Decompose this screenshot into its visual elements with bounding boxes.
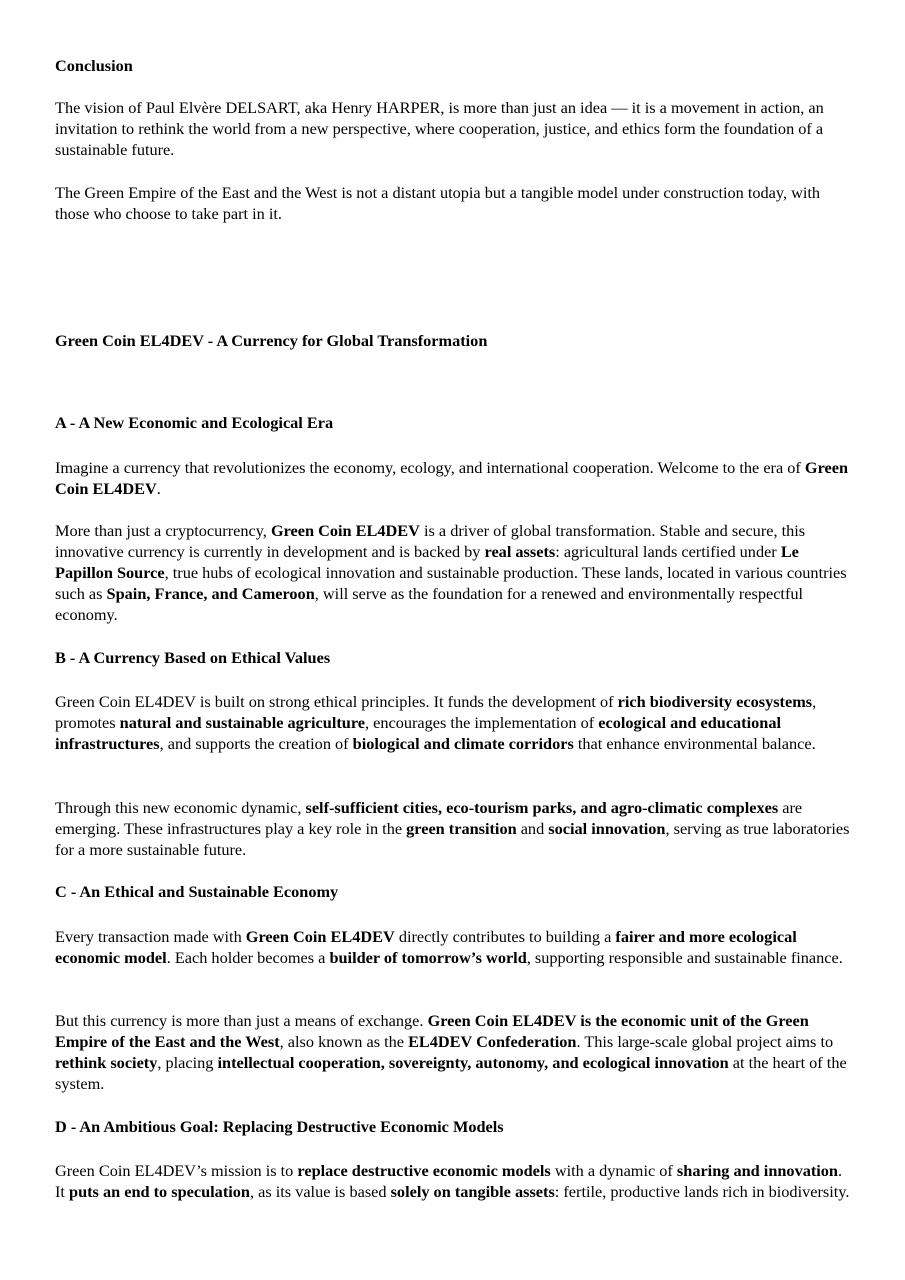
section-c-heading: C - An Ethical and Sustainable Economy	[55, 882, 339, 901]
bold-run: replace destructive economic models	[297, 1161, 551, 1180]
bold-run: Green Coin EL4DEV	[245, 927, 395, 946]
text-run: , true hubs of ecological innovation and sustainable production. These lands, located in various countries such as	[55, 563, 847, 603]
bold-run: natural and sustainable agriculture	[119, 713, 365, 732]
text-run: , promotes	[55, 692, 817, 732]
text-run: is a driver of global transformation. Stable and secure, this innovative currency is currently in development and is backed by	[55, 521, 806, 561]
text-run: , as its value is based	[249, 1182, 391, 1201]
section-b-paragraph-2	[55, 797, 855, 860]
text-run: are emerging. These infrastructures play a key role in the	[55, 798, 803, 838]
bold-run: real assets	[484, 542, 556, 561]
text-run: directly contributes to building a	[394, 927, 616, 946]
bold-run: social innovation	[548, 819, 666, 838]
text-run: More than just a cryptocurrency,	[55, 521, 271, 540]
section-d-paragraph-1	[55, 1160, 855, 1202]
text-run: , and supports the creation of	[159, 734, 353, 753]
bold-run: intellectual cooperation, sovereignty, autonomy, and ecological innovation	[217, 1053, 729, 1072]
text-run: Imagine a currency that revolutionizes the economy, ecology, and international cooperation. Welcome to the era of	[55, 458, 805, 477]
text-run: : fertile, productive lands rich in biodiversity.	[554, 1182, 850, 1201]
text-run: with a dynamic of	[550, 1161, 677, 1180]
bold-run: solely on tangible assets	[390, 1182, 555, 1201]
text-run: at the heart of the system.	[55, 1053, 847, 1093]
text-run: . It	[55, 1161, 843, 1201]
bold-run: green transition	[406, 819, 517, 838]
text-run: : agricultural lands certified under	[555, 542, 781, 561]
text-run: , supporting responsible and sustainable finance.	[526, 948, 843, 967]
section-a-paragraph-1	[55, 457, 855, 499]
bold-run: puts an end to speculation	[69, 1182, 250, 1201]
document-title: Green Coin EL4DEV - A Currency for Global Transformation	[55, 331, 488, 350]
bold-run: rich biodiversity ecosystems	[617, 692, 813, 711]
conclusion-paragraph-2: The Green Empire of the East and the West is not a distant utopia but a tangible model under construction today, with those who choose to take part in it.	[55, 183, 821, 223]
text-run: Green Coin EL4DEV’s mission is to	[55, 1161, 298, 1180]
section-c-paragraph-2	[55, 1010, 855, 1094]
bold-run: ecological and educational infrastructures	[55, 713, 781, 753]
section-d-heading: D - An Ambitious Goal: Replacing Destructive Economic Models	[55, 1117, 504, 1136]
section-b-paragraph-1	[55, 691, 855, 754]
bold-run: biological and climate corridors	[352, 734, 574, 753]
text-run: that enhance environmental balance.	[573, 734, 816, 753]
section-c-paragraph-1	[55, 926, 855, 968]
text-run: , placing	[157, 1053, 218, 1072]
text-run: and	[516, 819, 549, 838]
bold-run: EL4DEV Confederation	[408, 1032, 577, 1051]
bold-run: fairer and more ecological economic model	[55, 927, 797, 967]
conclusion-heading: Conclusion	[55, 56, 133, 75]
text-run: , serving as true laboratories for a more sustainable future.	[55, 819, 850, 859]
text-run: , will serve as the foundation for a renewed and environmentally respectful economy.	[55, 584, 804, 624]
bold-run: sharing and innovation	[676, 1161, 838, 1180]
text-run: .	[156, 479, 161, 498]
text-run: Through this new economic dynamic,	[55, 798, 306, 817]
bold-run: Spain, France, and Cameroon	[106, 584, 315, 603]
conclusion-paragraph-1: The vision of Paul Elvère DELSART, aka Henry HARPER, is more than just an idea — it is a movement in action, an invitation to rethink the world from a new perspective, where cooperation, justice, and ethics form the foundation of a sustainable future.	[55, 98, 824, 159]
bold-run: Green Coin EL4DEV is the economic unit of the Green Empire of the East and the West	[55, 1011, 809, 1051]
text-run: Green Coin EL4DEV is built on strong ethical principles. It funds the development of	[55, 692, 618, 711]
bold-run: Green Coin EL4DEV	[55, 458, 849, 498]
section-b-heading: B - A Currency Based on Ethical Values	[55, 648, 331, 667]
bold-run: self-sufficient cities, eco-tourism parks, and agro-climatic complexes	[305, 798, 779, 817]
section-a-paragraph-2	[55, 520, 855, 625]
bold-run: builder of tomorrow’s world	[329, 948, 527, 967]
text-run: But this currency is more than just a means of exchange.	[55, 1011, 428, 1030]
bold-run: Green Coin EL4DEV	[270, 521, 420, 540]
text-run: Every transaction made with	[55, 927, 246, 946]
bold-run: Le Papillon Source	[55, 542, 799, 582]
text-run: . Each holder becomes a	[166, 948, 330, 967]
text-run: , also known as the	[279, 1032, 409, 1051]
section-a-heading: A - A New Economic and Ecological Era	[55, 413, 334, 432]
bold-run: rethink society	[55, 1053, 158, 1072]
text-run: . This large-scale global project aims to	[576, 1032, 834, 1051]
text-run: , encourages the implementation of	[364, 713, 599, 732]
